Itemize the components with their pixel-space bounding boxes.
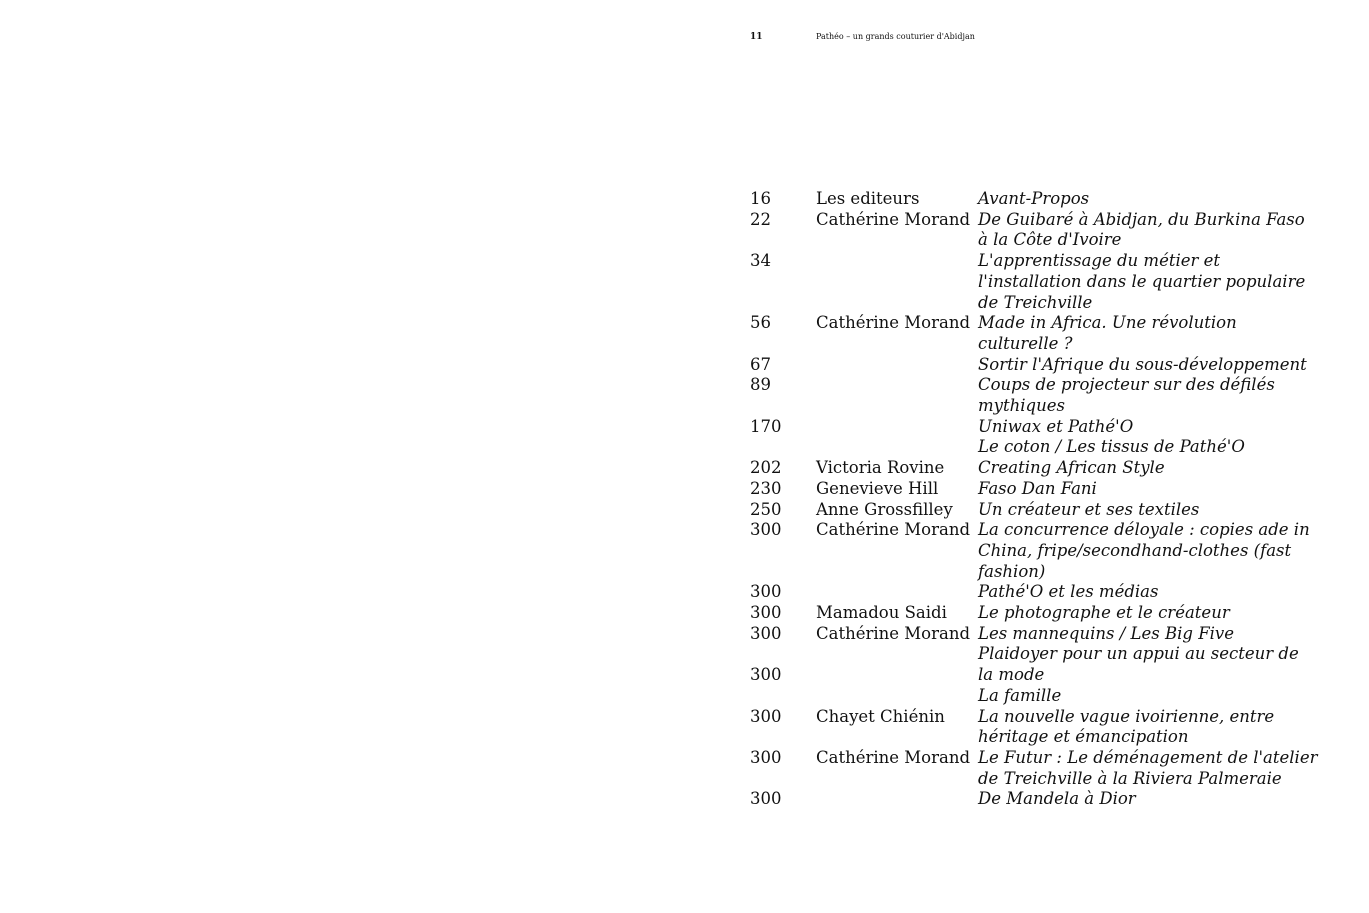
toc-title xyxy=(978,355,1308,376)
toc-title xyxy=(978,686,1308,707)
toc-title-line: Sortir l'Afrique du sous-développement xyxy=(978,354,1307,374)
toc-page-number: 22 xyxy=(750,209,771,229)
toc-author: Cathérine Morand xyxy=(816,209,971,229)
toc-row xyxy=(750,520,1330,582)
toc-row xyxy=(750,437,1330,458)
toc-title-line: Plaidoyer pour un appui au secteur de xyxy=(978,644,1299,664)
toc-author xyxy=(816,417,978,438)
toc-title xyxy=(978,375,1308,416)
toc-title xyxy=(978,189,1308,210)
toc-row xyxy=(750,665,1330,686)
toc-page-number: 250 xyxy=(750,499,782,519)
toc-title xyxy=(978,210,1308,251)
toc-author: Cathérine Morand xyxy=(816,747,971,767)
toc-title-line: Avant-Propos xyxy=(978,189,1090,208)
toc-title-line: Un créateur et ses textiles xyxy=(978,499,1200,519)
toc-row xyxy=(750,603,1330,624)
toc-title-line: Le photographe et le créateur xyxy=(978,603,1230,623)
toc-row xyxy=(750,748,1330,789)
toc-row xyxy=(750,789,1330,810)
toc-row xyxy=(750,624,1330,645)
toc-title-line: De Mandela à Dior xyxy=(978,789,1136,809)
toc-author xyxy=(816,437,978,458)
toc-author: Anne Grossfilley xyxy=(816,499,953,519)
toc-title-line: l'installation dans le quartier populaire xyxy=(978,271,1306,291)
toc-author xyxy=(816,644,978,665)
toc-page-number: 34 xyxy=(750,251,771,271)
toc-page-number: 300 xyxy=(750,747,782,767)
toc-author xyxy=(816,686,978,707)
toc-page-number: 300 xyxy=(750,665,782,685)
toc-title-line: La famille xyxy=(978,685,1062,705)
toc-title xyxy=(978,520,1308,582)
toc-row xyxy=(750,479,1330,500)
toc-title xyxy=(978,747,1318,789)
toc-author xyxy=(816,582,978,603)
toc-title-line: Uniwax et Pathé'O xyxy=(978,416,1134,436)
toc-page-number xyxy=(750,686,816,707)
toc-title xyxy=(978,479,1308,500)
toc-author: Chayet Chiénin xyxy=(816,706,945,726)
toc-author: Mamadou Saidi xyxy=(816,603,947,623)
toc-title xyxy=(978,458,1308,479)
toc-title-line: Creating African Style xyxy=(978,458,1165,478)
toc-row xyxy=(750,355,1330,376)
toc-title xyxy=(978,313,1308,354)
toc-page-number: 170 xyxy=(750,416,782,436)
toc-title xyxy=(978,789,1308,810)
toc-author xyxy=(816,665,978,686)
toc-author: Victoria Rovine xyxy=(816,458,945,478)
toc-title-line: Les mannequins / Les Big Five xyxy=(978,623,1234,643)
toc-page-number: 300 xyxy=(750,520,782,540)
toc-title-line: L'apprentissage du métier et xyxy=(978,251,1221,271)
toc-row xyxy=(750,251,1330,313)
toc-row xyxy=(750,313,1330,354)
toc-page-number: 300 xyxy=(750,582,782,602)
toc-title-line: culturelle ? xyxy=(978,333,1073,353)
toc-title-line: mythiques xyxy=(978,396,1065,416)
toc-page-number: 300 xyxy=(750,706,782,726)
toc-title-line: Le Futur : Le déménagement de l'atelier xyxy=(978,747,1318,767)
toc-title-line: Le coton / Les tissus de Pathé'O xyxy=(978,437,1245,457)
toc-title xyxy=(978,437,1308,458)
toc-page-number: 56 xyxy=(750,313,771,333)
toc-row xyxy=(750,500,1330,521)
toc-page-number: 300 xyxy=(750,623,782,643)
toc-title-line: La nouvelle vague ivoirienne, entre xyxy=(978,706,1275,726)
toc-author: Genevieve Hill xyxy=(816,478,939,498)
toc-title-line: de Treichville xyxy=(978,292,1093,312)
toc-title-line: China, fripe/secondhand-clothes (fast xyxy=(978,540,1292,560)
toc-title xyxy=(978,644,1308,665)
toc-page-number xyxy=(750,644,816,665)
toc-author xyxy=(816,251,978,313)
toc-author xyxy=(816,355,978,376)
toc-author: Cathérine Morand xyxy=(816,313,971,333)
toc-title xyxy=(978,500,1308,521)
toc-page-number: 202 xyxy=(750,458,782,478)
toc-title xyxy=(978,582,1308,603)
toc-row xyxy=(750,375,1330,416)
toc-title-line: Made in Africa. Une révolution xyxy=(978,313,1237,333)
toc-row xyxy=(750,686,1330,707)
running-title: Pathéo – un grands couturier d'Abidjan xyxy=(816,32,975,41)
toc-author: Les editeurs xyxy=(816,189,920,208)
toc-row xyxy=(750,189,1330,210)
toc-page-number: 89 xyxy=(750,375,771,395)
toc-author xyxy=(816,375,978,416)
toc-title-line: la mode xyxy=(978,665,1045,685)
toc-page-number: 67 xyxy=(750,354,771,374)
toc-title xyxy=(978,603,1308,624)
toc-title-line: à la Côte d'Ivoire xyxy=(978,230,1122,250)
toc-row xyxy=(750,458,1330,479)
toc-row xyxy=(750,417,1330,438)
toc-row xyxy=(750,582,1330,603)
toc-title-line: Pathé'O et les médias xyxy=(978,582,1159,602)
toc-row xyxy=(750,644,1330,665)
toc-title xyxy=(978,417,1308,438)
toc-page-number: 16 xyxy=(750,189,771,208)
toc-title-line: De Guibaré à Abidjan, du Burkina Faso xyxy=(978,209,1305,229)
page-number: 11 xyxy=(750,32,763,42)
toc-title-line: Faso Dan Fani xyxy=(978,478,1097,498)
toc-title-line: de Treichville à la Riviera Palmeraie xyxy=(978,768,1282,788)
toc-row xyxy=(750,707,1330,748)
toc-title xyxy=(978,624,1308,645)
toc-title-line: héritage et émancipation xyxy=(978,727,1189,747)
toc-author: Cathérine Morand xyxy=(816,520,971,540)
toc-page-number: 300 xyxy=(750,789,782,809)
toc-page-number: 230 xyxy=(750,478,782,498)
toc-title xyxy=(978,707,1308,748)
toc-title xyxy=(978,665,1308,686)
toc-page-number: 300 xyxy=(750,603,782,623)
toc-title-line: Coups de projecteur sur des défilés xyxy=(978,375,1275,395)
toc-author xyxy=(816,789,978,810)
toc-row xyxy=(750,210,1330,251)
table-of-contents xyxy=(750,189,1330,810)
toc-title-line: fashion) xyxy=(978,561,1046,581)
toc-page-number xyxy=(750,437,816,458)
toc-title xyxy=(978,251,1308,313)
toc-author: Cathérine Morand xyxy=(816,623,971,643)
toc-title-line: La concurrence déloyale : copies ade in xyxy=(978,520,1310,540)
